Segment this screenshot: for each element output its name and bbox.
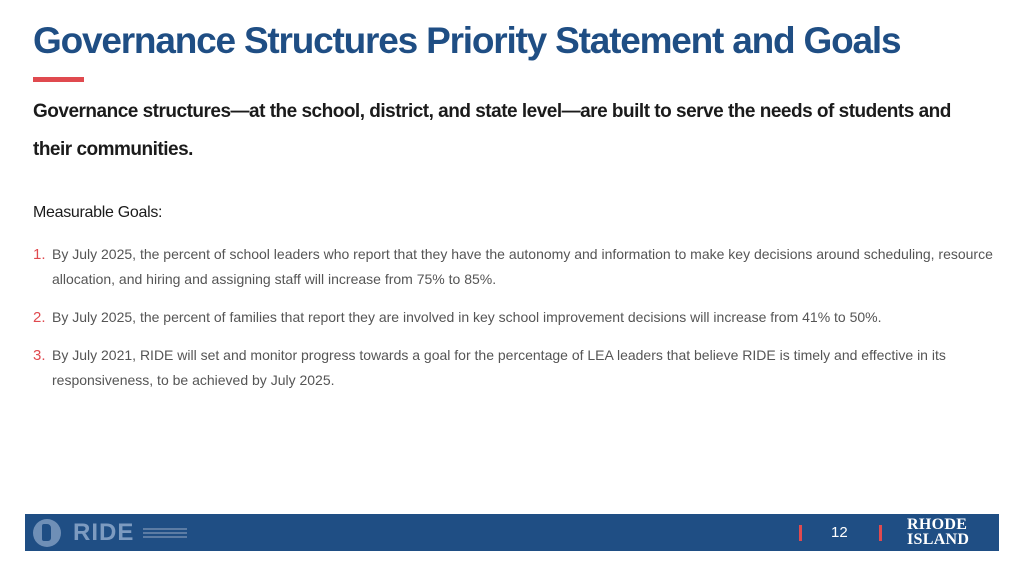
page-number: 12 [831,524,848,541]
ride-state-icon [33,519,61,547]
goal-item [33,305,995,330]
goal-number: 2. [33,309,46,326]
goal-item [33,343,995,393]
footer-bar [25,514,999,551]
goal-number: 1. [33,246,46,263]
goal-number: 3. [33,347,46,364]
ride-logo-text: RIDE [73,518,135,546]
goal-text: By July 2021, RIDE will set and monitor progress towards a goal for the percentage of LEA leaders that believe RIDE is timely and effective in its responsiveness, to be achieved by July 2025. [52,347,946,388]
title-accent-bar [33,77,84,82]
ride-logo [33,519,187,546]
rhode-island-logo [907,517,969,547]
goal-text: By July 2025, the percent of school leaders who report that they have the autonomy and information to make key decisions around scheduling, resource allocation, and hiring and assigning staff will increase from 75% to 85%. [52,246,993,287]
footer-separator [879,525,882,541]
slide-title: Governance Structures Priority Statement and Goals [33,20,901,61]
priority-statement: Governance structures—at the school, district, and state level—are built to serve the needs of students and their communities. [33,101,951,160]
goals-heading: Measurable Goals: [33,204,163,221]
ride-logo-tagline-graphic [143,528,187,538]
goal-text: By July 2025, the percent of families that report they are involved in key school improvement decisions will increase from 41% to 50%. [52,309,882,325]
rhode-island-logo-line1: RHODE [907,516,968,533]
footer-separator [799,525,802,541]
goal-list [33,242,995,406]
goal-item [33,242,995,292]
rhode-island-logo-line2: ISLAND [907,531,970,548]
